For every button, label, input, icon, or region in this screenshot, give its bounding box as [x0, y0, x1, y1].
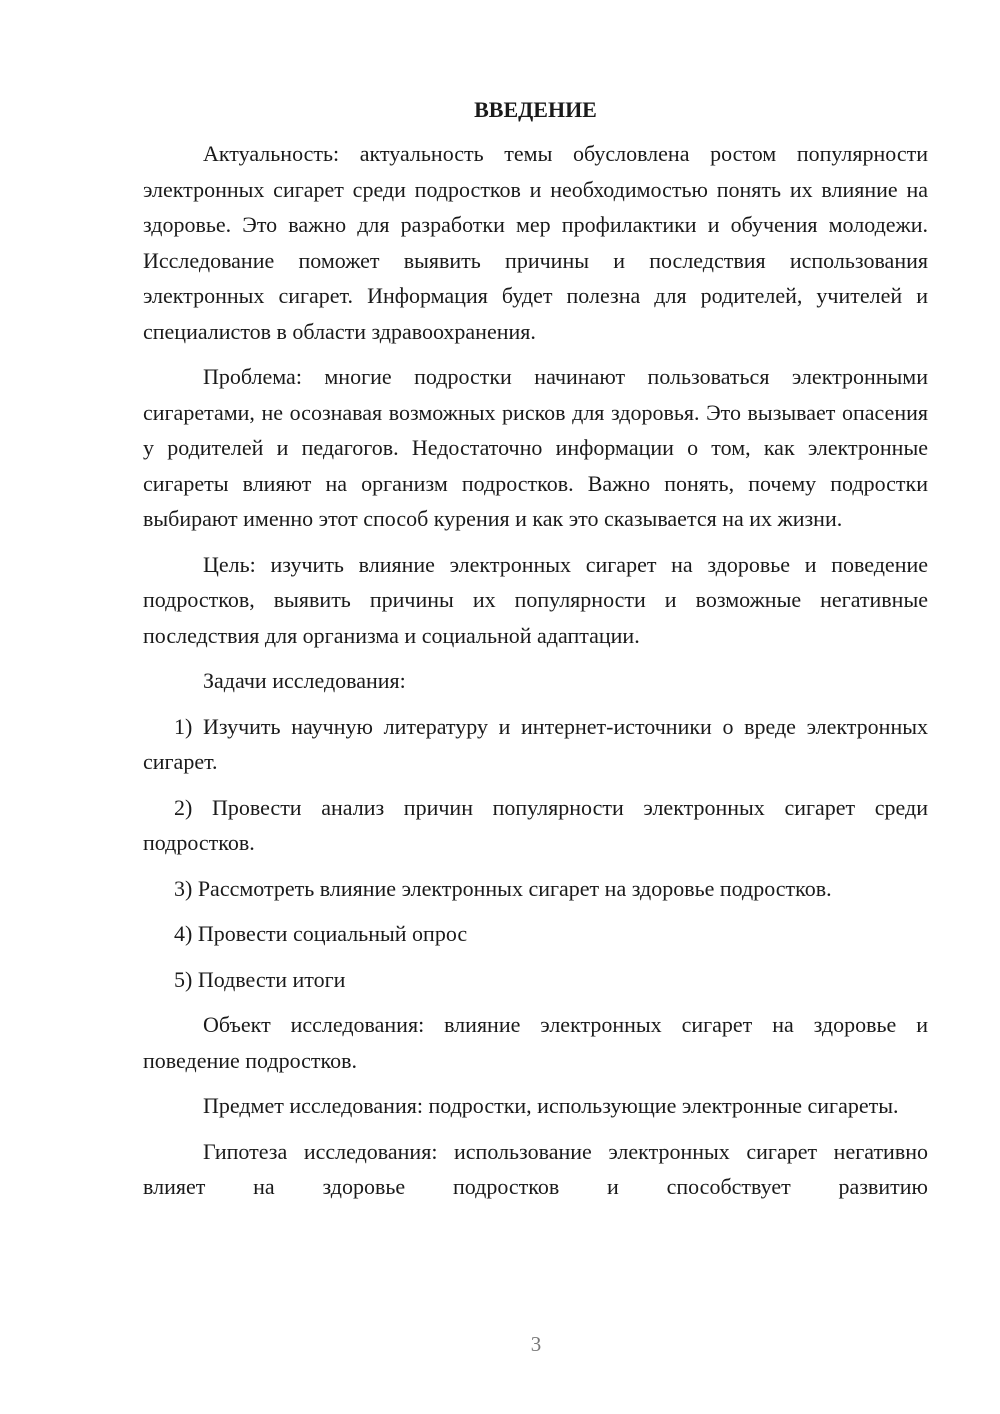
task-item-5: 5) Подвести итоги	[174, 966, 346, 992]
page-number: 3	[530, 1332, 542, 1356]
document-page	[143, 92, 928, 1205]
page-title: ВВЕДЕНИЕ	[474, 97, 597, 122]
subject-paragraph: Предмет исследования: подростки, использующие электронные сигареты.	[203, 1093, 899, 1118]
task-item-1: 1) Изучить научную литературу и интернет-источники о вреде электронных сигарет.	[143, 713, 928, 774]
object-paragraph: Объект исследования: влияние электронных сигарет на здоровье и поведение подростков.	[143, 1012, 928, 1073]
hypothesis-paragraph: Гипотеза исследования: использование электронных сигарет негативно влияет на здоровье подростков и способствует развитию	[143, 1138, 928, 1199]
task-item-2: 2) Провести анализ причин популярности электронных сигарет среди подростков.	[143, 794, 928, 855]
task-item-4: 4) Провести социальный опрос	[174, 921, 468, 946]
goal-paragraph: Цель: изучить влияние электронных сигарет на здоровье и поведение подростков, выявить причины их популярности и возможные негативные последствия для организма и социальной адаптации.	[143, 551, 928, 648]
task-item-3: 3) Рассмотреть влияние электронных сигарет на здоровье подростков.	[174, 875, 832, 901]
tasks-heading: Задачи исследования:	[203, 668, 406, 693]
relevance-paragraph: Актуальность: актуальность темы обусловлена ростом популярности электронных сигарет среди подростков и необходимостью понять их влияние на здоровье. Это важно для разработки мер профилактики и обучения молодежи. Исследование поможет выявить причины и последствия использования электронных сигарет. Информация будет полезна для родителей, учителей и специалистов в области здравоохранения.	[143, 141, 928, 344]
problem-paragraph: Проблема: многие подростки начинают пользоваться электронными сигаретами, не осознавая возможных рисков для здоровья. Это вызывает опасения у родителей и педагогов. Недостаточно информации о том, как электронные сигареты влияют на организм подростков. Важно понять, почему подростки выбирают именно этот способ курения и как это сказывается на их жизни.	[143, 364, 928, 531]
